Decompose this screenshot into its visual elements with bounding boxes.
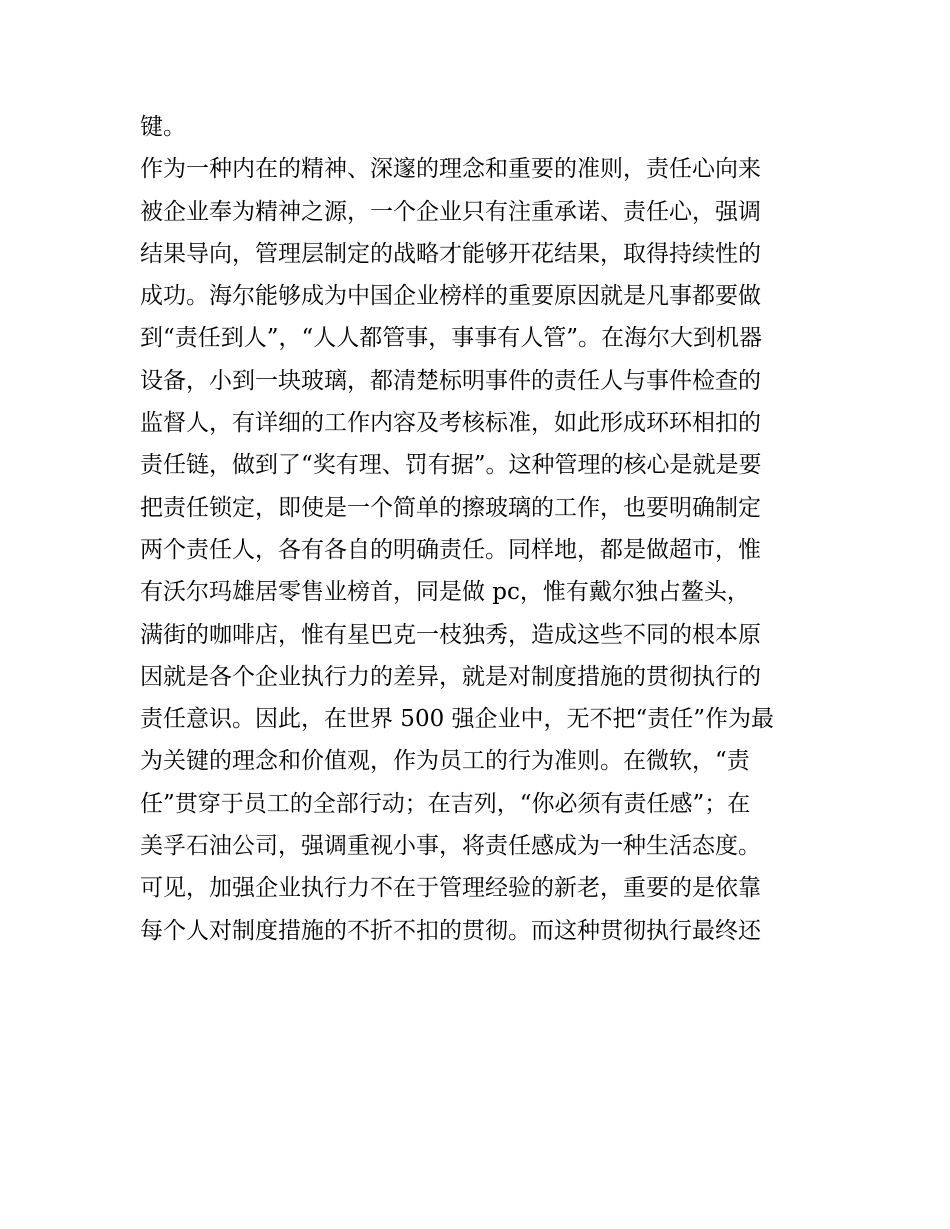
body-text <box>140 106 820 952</box>
text-line: 因就是各个企业执行力的差异，就是对制度措施的贯彻执行的 <box>140 663 761 690</box>
text-line: 结果导向，管理层制定的战略才能够开花结果，取得持续性的 <box>140 240 761 267</box>
text-line: 监督人，有详细的工作内容及考核标准，如此形成环环相扣的 <box>140 410 761 437</box>
text-line: 美孚石油公司，强调重视小事，将责任感成为一种生活态度。 <box>140 833 761 860</box>
text-line: 可见，加强企业执行力不在于管理经验的新老，重要的是依靠 <box>140 875 761 902</box>
text-line: 键。 <box>140 114 186 140</box>
text-line: 设备，小到一块玻璃，都清楚标明事件的责任人与事件检查的 <box>140 367 761 394</box>
text-line: 成功。海尔能够成为中国企业榜样的重要原因就是凡事都要做 <box>140 283 761 310</box>
text-line: 把责任锁定，即使是一个简单的擦玻璃的工作，也要明确制定 <box>140 494 761 521</box>
text-line: 责任链，做到了“奖有理、罚有据”。这种管理的核心是就是要 <box>140 452 762 479</box>
text-line: 任”贯穿于员工的全部行动；在吉列，“你必须有责任感”；在 <box>140 790 751 817</box>
text-line: 作为一种内在的精神、深邃的理念和重要的准则，责任心向来 <box>140 156 761 183</box>
text-line: 有沃尔玛雄居零售业榜首，同是做 pc，惟有戴尔独占鳌头， <box>140 579 750 606</box>
text-line: 两个责任人，各有各自的明确责任。同样地，都是做超市，惟 <box>140 536 761 563</box>
text-line: 为关键的理念和价值观，作为员工的行为准则。在微软，“责 <box>140 748 750 775</box>
text-line: 被企业奉为精神之源，一个企业只有注重承诺、责任心，强调 <box>140 198 761 225</box>
text-line: 满街的咖啡店，惟有星巴克一枝独秀，造成这些不同的根本原 <box>140 621 761 648</box>
text-line: 责任意识。因此，在世界 500 强企业中，无不把“责任”作为最 <box>140 706 775 733</box>
text-line: 每个人对制度措施的不折不扣的贯彻。而这种贯彻执行最终还 <box>140 917 761 944</box>
text-line: 到“责任到人”，“人人都管事，事事有人管”。在海尔大到机器 <box>140 325 763 352</box>
